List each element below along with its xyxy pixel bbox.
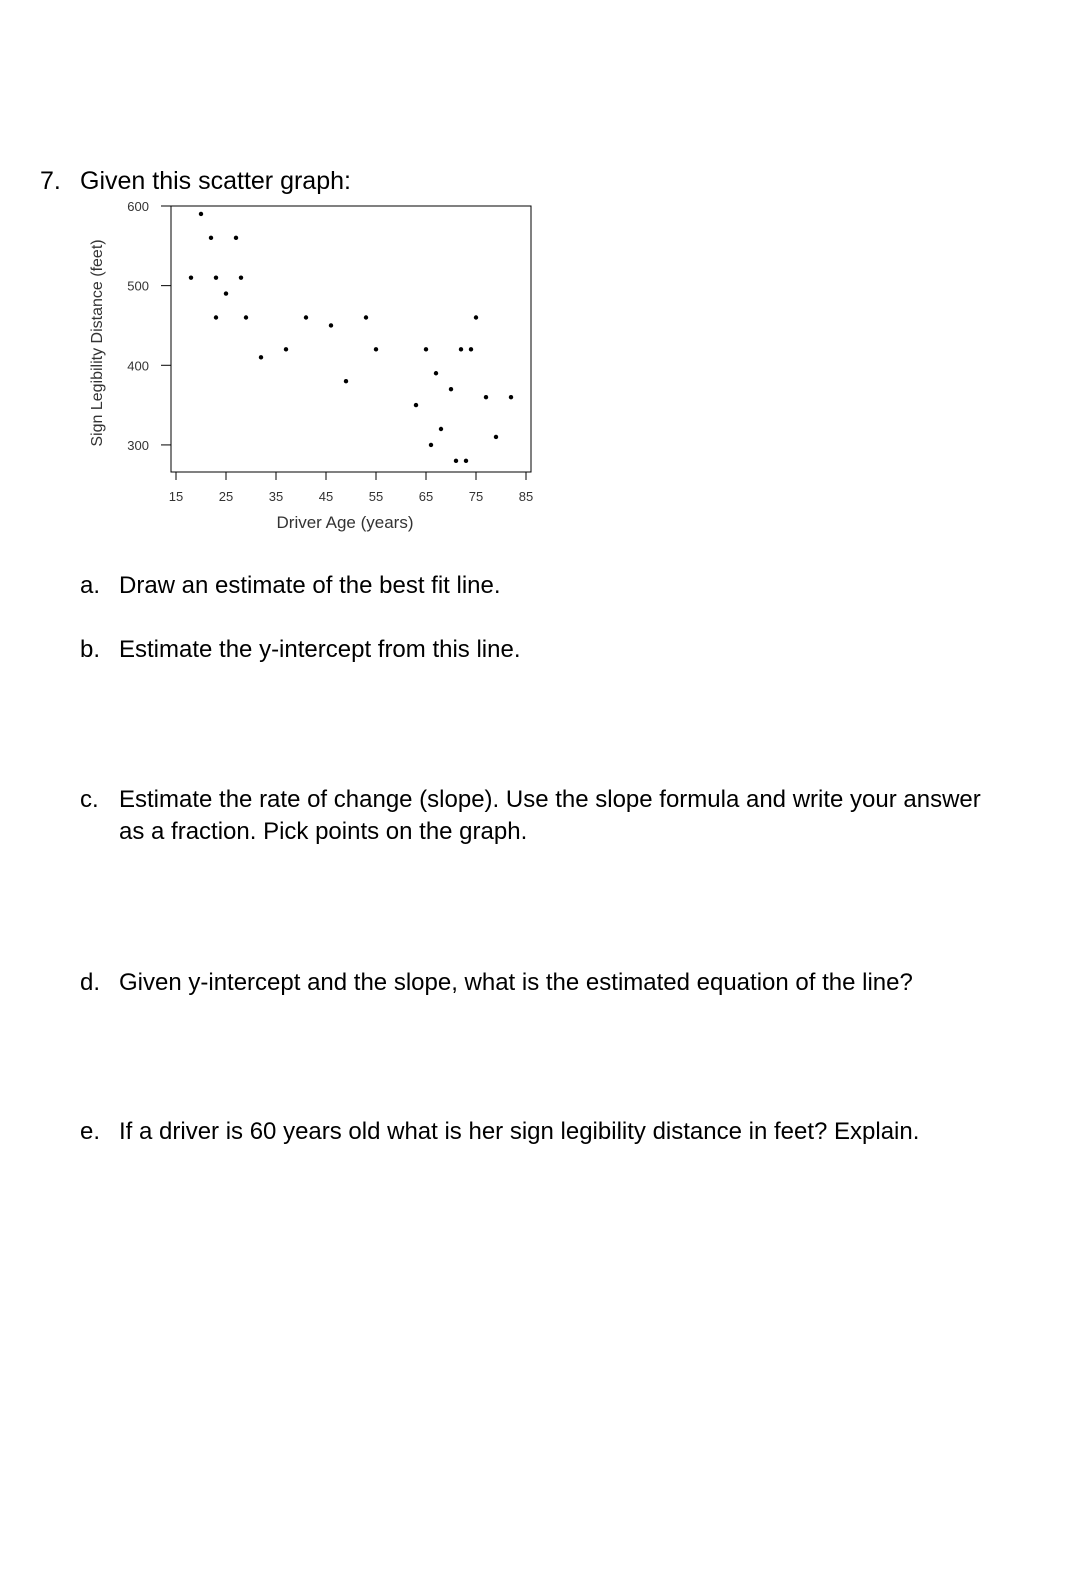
part-d-text: Given y-intercept and the slope, what is the estimated equation of the line? — [119, 969, 913, 996]
data-point — [509, 395, 513, 399]
x-tick-label: 75 — [468, 489, 484, 504]
data-point — [259, 355, 263, 359]
x-tick-label: 45 — [318, 489, 334, 504]
data-point — [214, 315, 218, 319]
data-point — [464, 459, 468, 463]
x-axis-label: Driver Age (years) — [276, 513, 414, 532]
data-point — [414, 403, 418, 407]
part-d — [80, 967, 1040, 999]
data-point — [439, 427, 443, 431]
data-point — [199, 212, 203, 216]
part-c — [80, 784, 1000, 848]
plot-frame — [171, 206, 531, 472]
data-point — [234, 236, 238, 240]
y-tick-label: 300 — [127, 437, 149, 453]
part-c-letter: c. — [80, 786, 99, 813]
part-b-letter: b. — [80, 636, 101, 663]
x-tick-label: 25 — [218, 489, 234, 504]
data-point — [434, 371, 438, 375]
data-point — [284, 347, 288, 351]
data-point — [244, 315, 248, 319]
data-point — [329, 323, 333, 327]
x-tick-label: 15 — [168, 489, 184, 504]
data-point — [469, 347, 473, 351]
part-a-text: Draw an estimate of the best fit line. — [119, 572, 501, 599]
data-point — [474, 315, 478, 319]
y-tick-label: 500 — [127, 278, 149, 294]
part-e — [80, 1116, 1040, 1148]
part-e-letter: e. — [80, 1118, 101, 1145]
x-tick-label: 35 — [268, 489, 284, 504]
x-tick-label: 85 — [518, 489, 534, 504]
data-point — [344, 379, 348, 383]
question-prompt: Given this scatter graph: — [80, 167, 351, 195]
data-point — [494, 435, 498, 439]
scatter-chart — [0, 0, 1080, 560]
data-point — [459, 347, 463, 351]
data-point — [424, 347, 428, 351]
data-point — [374, 347, 378, 351]
y-tick-label: 600 — [127, 199, 149, 214]
data-point — [454, 459, 458, 463]
data-point — [449, 387, 453, 391]
data-point — [214, 275, 218, 279]
part-b — [80, 634, 1040, 666]
data-point — [189, 275, 193, 279]
data-point — [484, 395, 488, 399]
x-tick-label: 65 — [418, 489, 434, 504]
part-d-letter: d. — [80, 969, 101, 996]
part-a-letter: a. — [80, 572, 101, 599]
y-tick-label: 400 — [127, 358, 149, 374]
question-number: 7. — [40, 167, 61, 195]
data-point — [429, 443, 433, 447]
data-point — [364, 315, 368, 319]
data-point — [304, 315, 308, 319]
part-b-text: Estimate the y-intercept from this line. — [119, 636, 521, 663]
part-e-text: If a driver is 60 years old what is her sign legibility distance in feet? Explain. — [119, 1118, 920, 1145]
y-axis-label: Sign Legibility Distance (feet) — [89, 239, 106, 447]
data-point — [239, 275, 243, 279]
part-c-text: Estimate the rate of change (slope). Use the slope formula and write your answer as a fraction. Pick points on the graph. — [119, 786, 981, 845]
x-tick-label: 55 — [368, 489, 384, 504]
part-a — [80, 570, 1040, 602]
data-point — [209, 236, 213, 240]
data-point — [224, 291, 228, 295]
